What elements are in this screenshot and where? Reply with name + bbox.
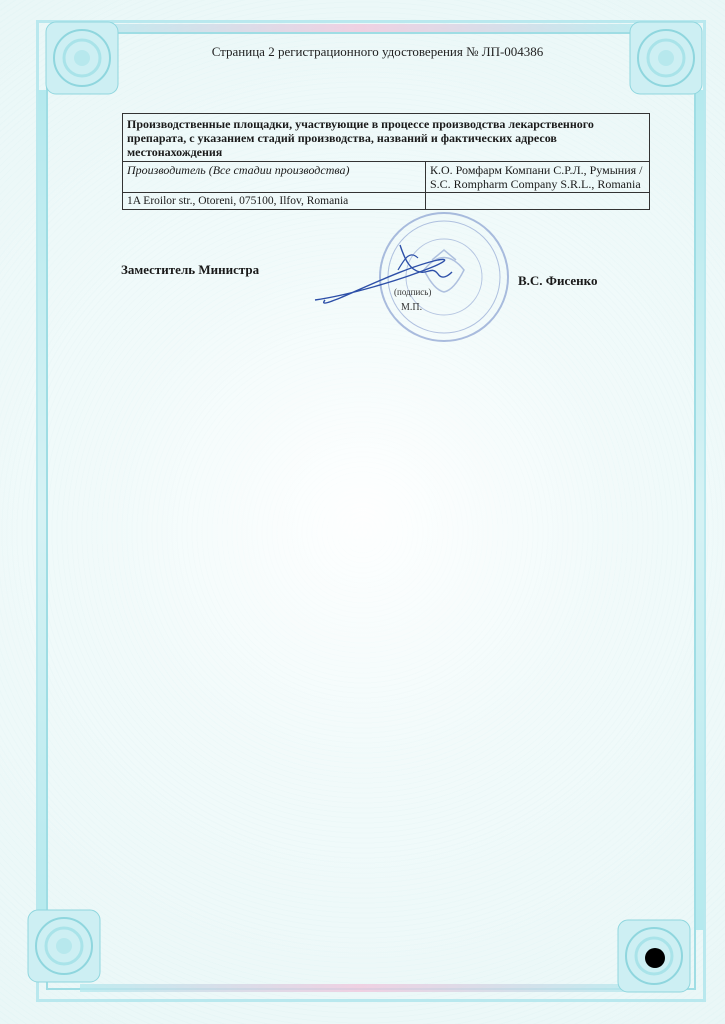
signature-label: (подпись): [394, 287, 432, 297]
deputy-minister-title: Заместитель Министра: [121, 262, 260, 277]
border-band-right: [696, 90, 704, 930]
punch-hole: [645, 948, 665, 968]
table-row: [123, 162, 650, 193]
page-header-title: Страница 2 регистрационного удостоверения № ЛП-004386: [211, 44, 544, 59]
border-band-left: [38, 90, 46, 930]
handwritten-signature: [310, 240, 460, 310]
border-band-bottom: [80, 984, 640, 992]
producer-company: К.О. Ромфарм Компани С.Р.Л., Румыния / S.C. Rompharm Company S.R.L., Romania: [426, 162, 650, 193]
corner-ornament-bottom-left: [24, 906, 104, 986]
seal-label: М.П.: [401, 302, 423, 313]
table-row: [123, 193, 650, 210]
border-band-top: [80, 24, 640, 32]
table-heading-row: [123, 114, 650, 162]
empty-cell: [426, 193, 650, 210]
production-sites-table: [122, 113, 650, 210]
producer-address: 1A Eroilor str., Otoreni, 075100, Ilfov, Romania: [123, 193, 426, 210]
signer-name: В.С. Фисенко: [518, 273, 598, 288]
producer-role: Производитель (Все стадии производства): [123, 162, 426, 193]
page-header: [0, 44, 725, 60]
table-heading: Производственные площадки, участвующие в процессе производства лекарственного препарата, с указанием стадий производства, названий и фактических адресов местонахождения: [123, 114, 650, 162]
